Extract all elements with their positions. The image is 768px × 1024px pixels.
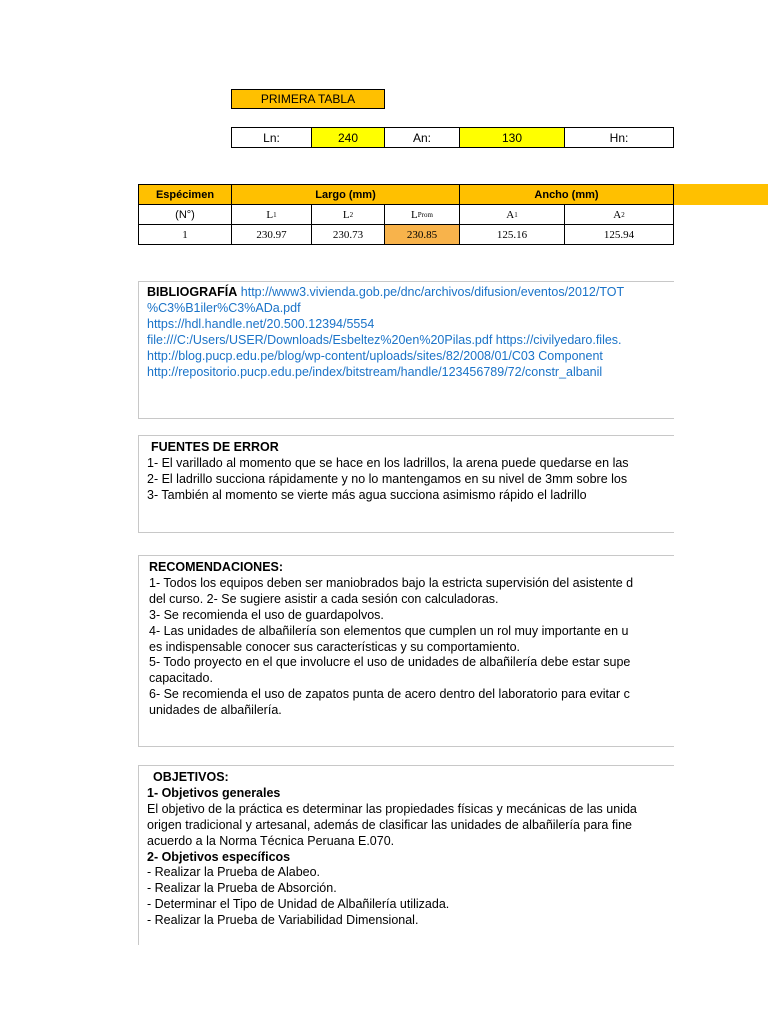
recomendacion-line-3: 3- Se recomienda el uso de guardapolvos. [149,607,384,622]
objetivo-line-3: acuerdo a la Norma Técnica Peruana E.070. [147,833,395,848]
cell-lprom: 230.85 [384,224,460,245]
fuentes-item-3: 3- También al momento se vierte más agua succiona asimismo rápido el ladrillo [147,487,587,502]
header-specimen: Espécimen [138,184,232,205]
fuentes-item-1: 1- El varillado al momento que se hace en los ladrillos, la arena puede quedarse en las [147,455,629,470]
objetivo-especifico-3: - Determinar el Tipo de Unidad de Albañilería utilizada. [147,897,450,912]
recomendacion-line-9: unidades de albañilería. [149,703,282,718]
recomendacion-line-7: capacitado. [149,671,213,686]
ln-value: 240 [311,127,385,148]
header-largo: Largo (mm) [231,184,460,205]
bibliografia-link-1-cont[interactable]: %C3%B1iler%C3%ADa.pdf [147,300,301,315]
recomendacion-line-2: del curso. 2- Se sugiere asistir a cada sesión con calculadoras. [149,591,499,606]
fuentes-error-panel [138,435,674,533]
bibliografia-link-2[interactable]: https://hdl.handle.net/20.500.12394/5554 [147,316,375,331]
primera-tabla-label: PRIMERA TABLA [231,89,385,109]
bibliografia-heading: BIBLIOGRAFÍA [147,285,238,299]
subheader-l1: L 1 [231,204,312,225]
objetivos-panel [138,765,674,945]
objetivo-especifico-2: - Realizar la Prueba de Absorción. [147,881,337,896]
bibliografia-link-1[interactable]: http://www3.vivienda.gob.pe/dnc/archivos/difusion/eventos/2012/TOT [240,285,625,299]
recomendaciones-heading: RECOMENDACIONES: [149,560,284,574]
hn-label: Hn: [564,127,674,148]
recomendaciones-panel [138,555,674,747]
subheader-a1: A 1 [459,204,565,225]
subheader-n: (N°) [138,204,232,225]
cell-n: 1 [138,224,232,245]
fuentes-heading: FUENTES DE ERROR [151,440,279,454]
subheader-lprom: L Prom [384,204,460,225]
recomendacion-line-8: 6- Se recomienda el uso de zapatos punta de acero dentro del laboratorio para evitar c [149,687,630,702]
recomendacion-line-4: 4- Las unidades de albañilería son elementos que cumplen un rol muy importante en u [149,623,629,638]
subheader-a2: A 2 [564,204,674,225]
header-ancho: Ancho (mm) [459,184,674,205]
fuentes-item-2: 2- El ladrillo succiona rápidamente y no lo mantengamos en su nivel de 3mm sobre los [147,471,628,486]
cell-a2: 125.94 [564,224,674,245]
objetivos-heading: OBJETIVOS: [153,770,229,784]
objetivo-especifico-4: - Realizar la Prueba de Variabilidad Dimensional. [147,913,419,928]
cell-l2: 230.73 [311,224,385,245]
bibliografia-link-4[interactable]: http://blog.pucp.edu.pe/blog/wp-content/uploads/sites/82/2008/01/C03 Component [147,348,603,363]
cell-l1: 230.97 [231,224,312,245]
objetivo-especifico-1: - Realizar la Prueba de Alabeo. [147,865,321,880]
header-extension-bar [674,184,768,205]
bibliografia-link-5[interactable]: http://repositorio.pucp.edu.pe/index/bitstream/handle/123456789/72/constr_albanil [147,364,603,379]
bibliografia-link-3[interactable]: file:///C:/Users/USER/Downloads/Esbeltez%20en%20Pilas.pdf https://civilyedaro.files. [147,332,622,347]
objetivos-especificos-heading: 2- Objetivos específicos [147,849,291,864]
bibliografia-panel [138,281,674,419]
objetivo-line-2: origen tradicional y artesanal, además de clasificar las unidades de albañilería para fine [147,817,633,832]
recomendacion-line-1: 1- Todos los equipos deben ser maniobrados bajo la estricta supervisión del asistente d [149,575,634,590]
objetivo-line-1: El objetivo de la práctica es determinar las propiedades físicas y mecánicas de las unida [147,801,637,816]
recomendacion-line-5: es indispensable conocer sus características y su comportamiento. [149,639,521,654]
subheader-l2: L 2 [311,204,385,225]
ln-label: Ln: [231,127,312,148]
recomendacion-line-6: 5- Todo proyecto en el que involucre el uso de unidades de albañilería debe estar supe [149,655,631,670]
objetivos-generales-heading: 1- Objetivos generales [147,785,281,800]
an-value: 130 [459,127,565,148]
cell-a1: 125.16 [459,224,565,245]
an-label: An: [384,127,460,148]
